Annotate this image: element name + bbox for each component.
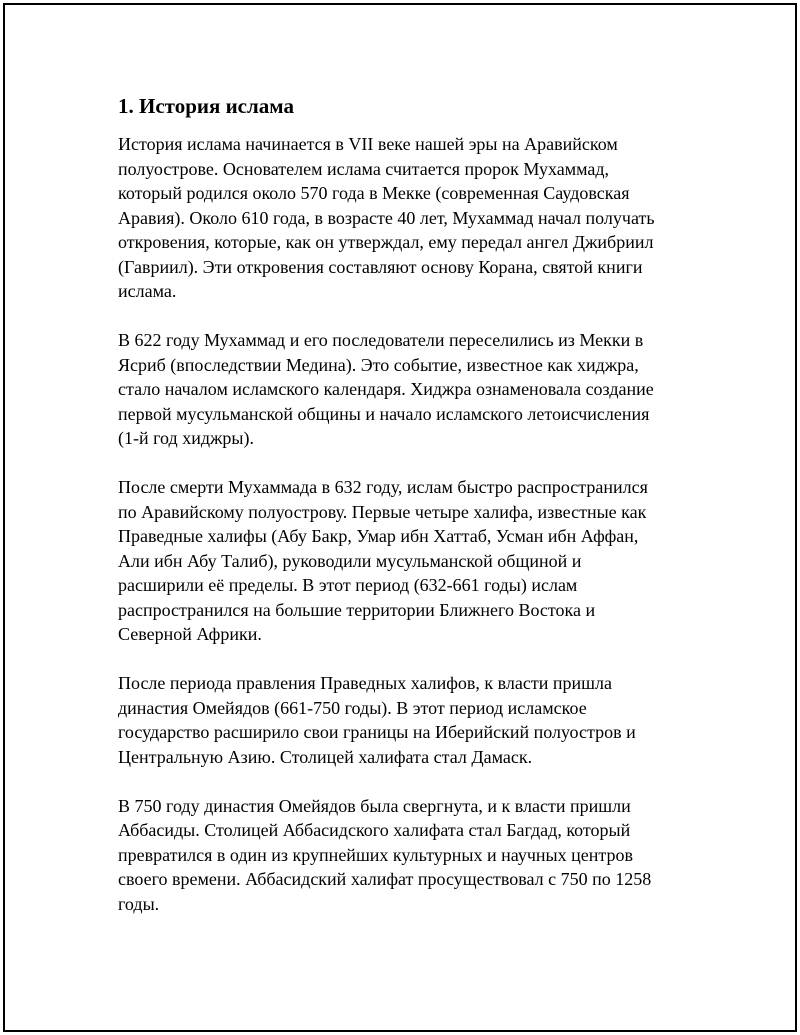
text-line: Аравия). Около 610 года, в возрасте 40 лет, Мухаммад начал получать [118, 207, 655, 228]
paragraph-2 [118, 328, 698, 451]
text-line: превратился в один из крупнейших культурных и научных центров [118, 844, 633, 865]
text-line: который родился около 570 года в Мекке (современная Саудовская [118, 183, 630, 203]
text-line: Центральную Азию. Столицей халифата стал Дамаск. [118, 746, 533, 767]
text-line: История ислама начинается в VII веке нашей эры на Аравийском [118, 134, 618, 154]
text-line: государство расширило свои границы на Иберийский полуостров и [118, 722, 636, 742]
text-line: ислама. [118, 281, 177, 301]
text-line: расширили её пределы. В этот период (632-661 годы) ислам [118, 575, 578, 595]
text-line: полуострове. Основателем ислама считается пророк Мухаммад, [118, 158, 610, 179]
text-line: распространился на большие территории Ближнего Востока и [118, 599, 596, 620]
text-line: В 622 году Мухаммад и его последователи переселились из Мекки в [118, 330, 644, 350]
text-line: первой мусульманской общины и начало исламского летоисчисления [118, 403, 650, 424]
text-line: Аббасиды. Столицей Аббасидского халифата стал Багдад, который [118, 820, 631, 840]
text-line: После периода правления Праведных халифов, к власти пришла [118, 673, 612, 693]
text-line: Ясриб (впоследствии Медина). Это событие, известное как хиджра, [118, 354, 639, 375]
text-line: Северной Африки. [118, 624, 262, 644]
document-body [118, 92, 698, 941]
text-line: по Аравийскому полуострову. Первые четыре халифа, известные как [118, 501, 647, 522]
text-line: откровения, которые, как он утверждал, ему передал ангел Джибриил [118, 232, 654, 252]
text-line: Али ибн Абу Талиб), руководили мусульманской общиной и [118, 550, 582, 571]
section-heading: 1. История ислама [118, 94, 294, 118]
text-line: династия Омейядов (661-750 годы). В этот период исламское [118, 697, 587, 718]
paragraph-5 [118, 794, 698, 917]
text-line: годы. [118, 893, 160, 914]
text-line: В 750 году династия Омейядов была свергнута, и к власти пришли [118, 795, 631, 816]
text-line: своего времени. Аббасидский халифат просуществовал с 750 по 1258 [118, 869, 652, 889]
text-line: Праведные халифы (Абу Бакр, Умар ибн Хаттаб, Усман ибн Аффан, [118, 526, 639, 546]
text-line: (1-й год хиджры). [118, 428, 255, 448]
paragraph-3 [118, 475, 698, 647]
text-line: После смерти Мухаммада в 632 году, ислам быстро распространился [118, 477, 648, 497]
paragraph-4 [118, 671, 698, 769]
text-line: (Гавриил). Эти откровения составляют основу Корана, святой книги [118, 256, 643, 277]
text-line: стало началом исламского календаря. Хиджра ознаменовала создание [118, 379, 654, 399]
paragraph-1 [118, 132, 698, 304]
